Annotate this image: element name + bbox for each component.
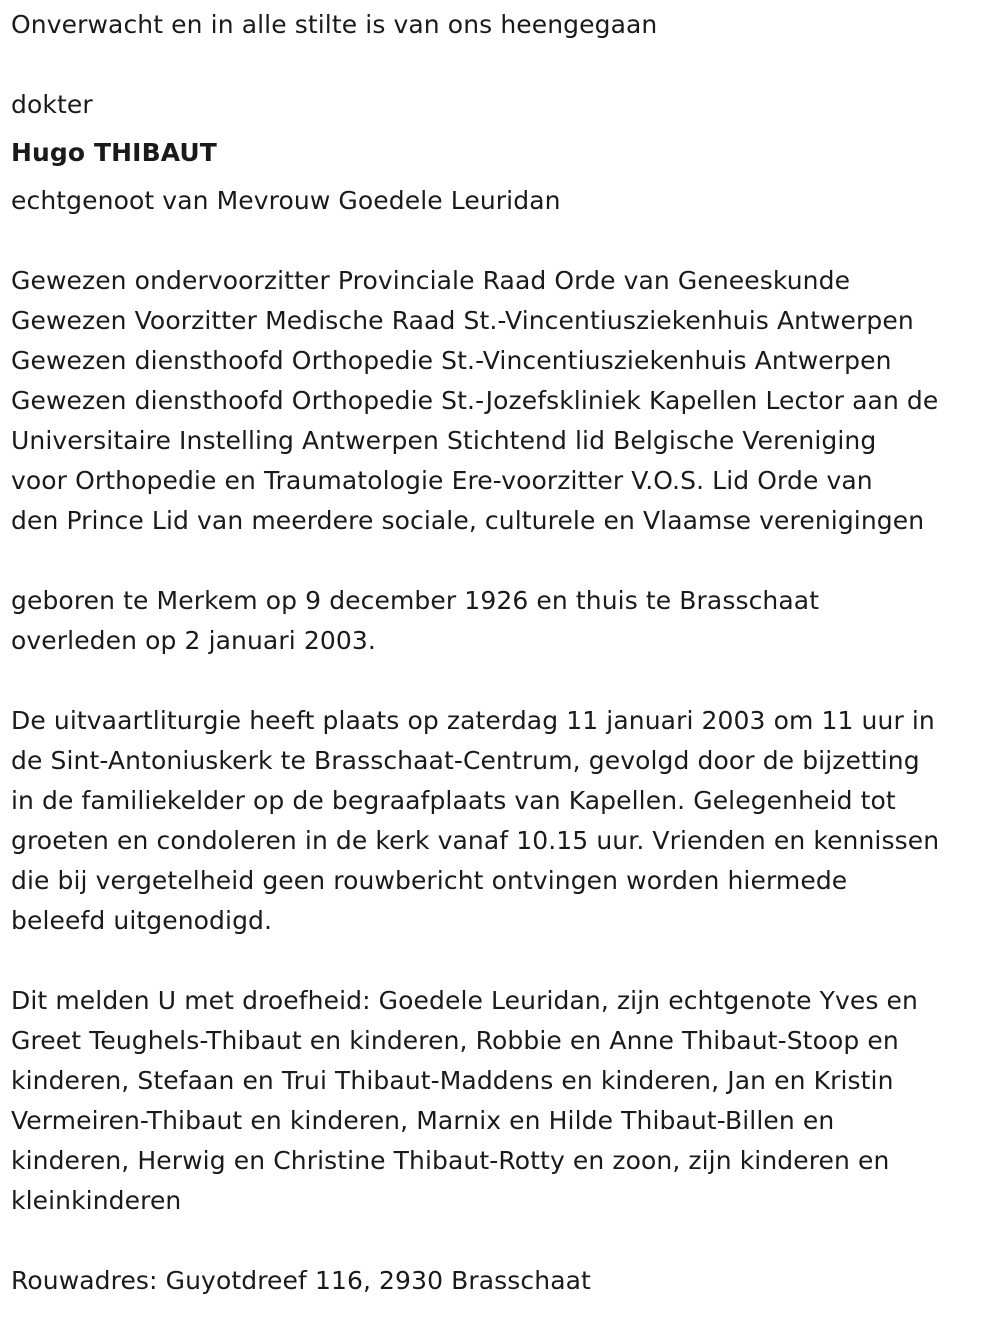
death-line: overleden op 2 januari 2003. [11,626,376,655]
function-line: Universitaire Instelling Antwerpen Stichtend lid Belgische Vereniging [11,426,877,455]
function-line: voor Orthopedie en Traumatologie Ere-voorzitter V.O.S. Lid Orde van [11,466,873,495]
function-line: Gewezen ondervoorzitter Provinciale Raad Orde van Geneeskunde [11,266,851,295]
family-line: kinderen, Stefaan en Trui Thibaut-Maddens en kinderen, Jan en Kristin [11,1066,894,1095]
mourning-address: Rouwadres: Guyotdreef 116, 2930 Brasschaat [11,1266,591,1295]
funeral-line: in de familiekelder op de begraafplaats van Kapellen. Gelegenheid tot [11,786,896,815]
family-line: kleinkinderen [11,1186,182,1215]
funeral-line: groeten en condoleren in de kerk vanaf 10.15 uur. Vrienden en kennissen [11,826,940,855]
function-line: Gewezen diensthoofd Orthopedie St.-Jozefskliniek Kapellen Lector aan de [11,386,939,415]
family-line: kinderen, Herwig en Christine Thibaut-Rotty en zoon, zijn kinderen en [11,1146,890,1175]
function-line: den Prince Lid van meerdere sociale, culturele en Vlaamse verenigingen [11,506,925,535]
funeral-line: De uitvaartliturgie heeft plaats op zaterdag 11 januari 2003 om 11 uur in [11,706,935,735]
function-line: Gewezen diensthoofd Orthopedie St.-Vincentiusziekenhuis Antwerpen [11,346,892,375]
intro-text: Onverwacht en in alle stilte is van ons heengegaan [11,10,658,39]
funeral-line: die bij vergetelheid geen rouwbericht ontvingen worden hiermede [11,866,848,895]
function-line: Gewezen Voorzitter Medische Raad St.-Vincentiusziekenhuis Antwerpen [11,306,914,335]
title-text: dokter [11,90,93,119]
deceased-name: Hugo THIBAUT [11,138,217,167]
family-line: Greet Teughels-Thibaut en kinderen, Robbie en Anne Thibaut-Stoop en [11,1026,899,1055]
family-line: Vermeiren-Thibaut en kinderen, Marnix en Hilde Thibaut-Billen en [11,1106,835,1135]
family-line: Dit melden U met droefheid: Goedele Leuridan, zijn echtgenote Yves en [11,986,918,1015]
funeral-line: beleefd uitgenodigd. [11,906,273,935]
birth-line: geboren te Merkem op 9 december 1926 en thuis te Brasschaat [11,586,820,615]
spouse-line: echtgenoot van Mevrouw Goedele Leuridan [11,186,561,215]
funeral-line: de Sint-Antoniuskerk te Brasschaat-Centrum, gevolgd door de bijzetting [11,746,920,775]
